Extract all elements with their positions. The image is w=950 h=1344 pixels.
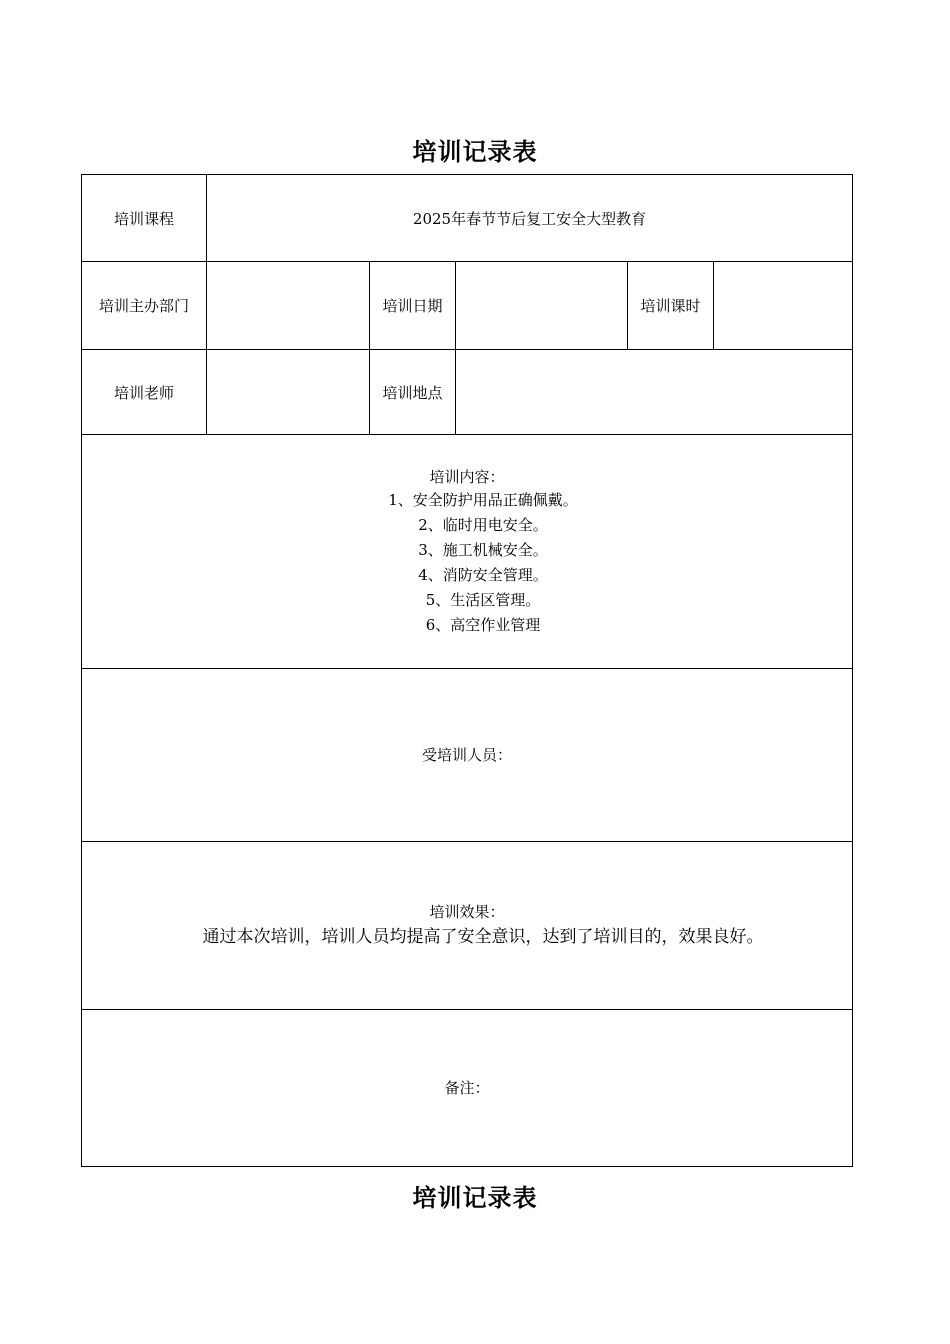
effect-row	[82, 842, 853, 1010]
list-item: 2、临时用电安全。	[418, 515, 548, 534]
course-value[interactable]: 2025年春节节后复工安全大型教育	[207, 175, 853, 262]
remarks-row	[82, 1010, 853, 1167]
course-row	[82, 175, 853, 262]
trainees-row	[82, 669, 853, 842]
dept-date-hours-row	[82, 262, 853, 350]
content-list	[82, 488, 852, 638]
remarks-cell[interactable]	[82, 1010, 853, 1167]
list-item: 5、生活区管理。	[425, 590, 541, 609]
effect-text: 通过本次培训，培训人员均提高了安全意识，达到了培训目的，效果良好。	[202, 926, 764, 947]
date-label: 培训日期	[370, 262, 456, 350]
trainees-cell[interactable]	[82, 669, 853, 842]
list-item: 3、施工机械安全。	[418, 540, 548, 559]
trainees-label: 受培训人员：	[422, 746, 513, 764]
page-title-repeat: 培训记录表	[412, 1183, 538, 1212]
effect-label: 培训效果：	[429, 902, 505, 921]
content-cell[interactable]	[82, 435, 853, 669]
teacher-label: 培训老师	[82, 350, 207, 435]
list-item: 1、安全防护用品正确佩戴。	[388, 490, 578, 509]
date-value[interactable]	[456, 262, 628, 350]
list-item: 4、消防安全管理。	[418, 565, 548, 584]
location-value[interactable]	[456, 350, 853, 435]
hours-value[interactable]	[714, 262, 853, 350]
effect-cell[interactable]	[82, 842, 853, 1010]
course-label: 培训课程	[82, 175, 207, 262]
list-item: 6、高空作业管理	[425, 615, 541, 634]
training-record-table	[81, 174, 853, 1167]
content-label: 培训内容：	[429, 467, 505, 486]
hours-label: 培训课时	[628, 262, 714, 350]
location-label: 培训地点	[370, 350, 456, 435]
remarks-label: 备注：	[444, 1079, 490, 1097]
content-row	[82, 435, 853, 669]
dept-label: 培训主办部门	[82, 262, 207, 350]
dept-value[interactable]	[207, 262, 370, 350]
page-title: 培训记录表	[412, 137, 538, 166]
teacher-value[interactable]	[207, 350, 370, 435]
teacher-location-row	[82, 350, 853, 435]
